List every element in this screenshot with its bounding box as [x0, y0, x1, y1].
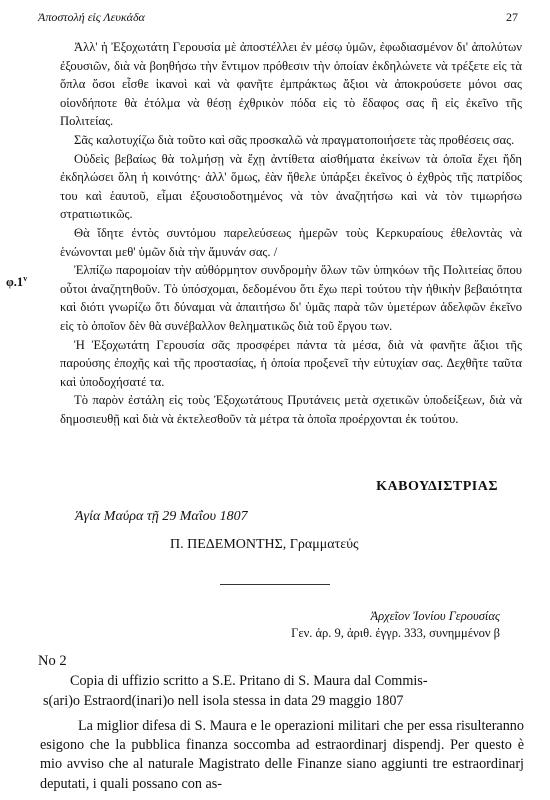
paragraph-4: Θὰ ἴδητε ἐντὸς συντόμου παρελεύσεως ἡμερῶν τοὺς Κερκυραίους ἐθελοντὰς νὰ ἑνώνονται μεθ' ὑμῶν διὰ τὴν ἄμυνάν σας. / [60, 225, 522, 259]
folio-margin-note [6, 274, 27, 290]
archive-details: Γεν. ἀρ. 9, ἀριθ. ἐγγρ. 333, συνημμένον β [291, 626, 500, 640]
document-title-line-2: s(ari)o Estraord(inari)o nell isola stessa in data 29 maggio 1807 [43, 692, 404, 709]
archive-name: Ἀρχεῖον Ἰονίου Γερουσίας [370, 609, 500, 623]
page-header [38, 10, 518, 28]
document-title-line-1: Copia di uffizio scritto a S.E. Pritano di S. Maura dal Commis- [70, 673, 428, 689]
document-number: No 2 [38, 653, 67, 669]
section-divider [220, 584, 330, 585]
italian-text [40, 717, 524, 794]
paragraph-2: Σᾶς καλοτυχίζω διὰ τοῦτο καὶ σᾶς προσκαλῶ νὰ πραγματοποιήσετε τὰς προθέσεις σας. [74, 132, 515, 147]
signature: ΚΑΒΟΥΔΙΣΤΡΙΑΣ [376, 479, 498, 494]
paragraph-6: Ἡ Ἐξοχωτάτη Γερουσία σᾶς προσφέρει πάντα τὰ μέσα, διὰ νὰ φανῆτε ἄξιοι τῆς παρούσης ἐποχῆς καὶ τῆς προστασίας, ἡ ὁποία προξενεῖ τὴν εὐτυχίαν σας. Δεχθῆτε ταῦτα καὶ ὑποδοχήσατέ τα. [60, 337, 522, 389]
archive-reference [291, 608, 500, 642]
secretary-signature: Π. ΠΕΔΕΜΟΝΤΗΣ, Γραμματεύς [170, 537, 359, 552]
paragraph-1: Ἀλλ' ἡ Ἐξοχωτάτη Γερουσία μὲ ἀποστέλλει ἐν μέσῳ ὑμῶν, ἐφωδιασμένον δι' ἀπολύτων ἐξουσιῶν, διὰ νὰ βοηθήσω τὴν ἔντιμον πρόθεσιν τὴν ὁποίαν ἐκδηλώνετε νὰ τρέξετε εἰς τὰ ὅπλα ὅσοι εἶσθε ἱκανοὶ καὶ νὰ φανῆτε ἐμπράκτως ἄξιοι νὰ ἀποκρούσετε μόνοι σας οἱονδήποτε θὰ ἐτόλμα νὰ θέσῃ ἐχθρικὸν πόδα εἰς τὸ ἔδαφος σας ἢ εἰς ἐκεῖνο τῆς Πολιτείας. [60, 40, 522, 129]
paragraph-3: Οὐδεὶς βεβαίως θὰ τολμήσῃ νὰ ἔχῃ ἀντίθετα αἰσθήματα ἐκείνων τὰ ὁποῖα ἔχει ἤδη ἐκδηλώσει ὅλη ἡ κοινότης· ἀλλ' ὅμως, ἐὰν ἤθελε ὑπάρξει ἐκεῖνος ὁ ἐχθρὸς τῆς πατρίδος του καὶ ἑαυτοῦ, εἶμαι ἐξουσιοδοτημένος νὰ τὸν ἀναζητήσω καὶ νὰ τὸν τιμωρήσω στρατιωτικῶς. [60, 151, 522, 222]
folio-verso-mark: v [23, 274, 28, 283]
folio-number: φ.1 [6, 275, 24, 290]
document-title [43, 672, 524, 711]
paragraph-5: Ἐλπίζω παρομοίαν τὴν αὐθόρμητον συνδρομὴν ὅλων τῶν ὑπηκόων τῆς Πολιτείας ὅπου οὗτοι ἀναζητηθοῦν. Τὸ ὑπόσχομαι, δεδομένου ὅτι ἔχω περὶ τούτου τὴν ἠθικὴν βεβαιότητα καὶ διότι γνωρίζω ὅτι δύναμαι νὰ ἀπαιτήσω δι' ὑμᾶς παρὰ τῶν ὑμετέρων ἀδελφῶν ἐκεῖνο εἰς τὸ ὁποῖον δὲν θὰ συνέβαλλον θεληματικῶς διὰ τοῦ ἔργου των. [60, 263, 522, 333]
paragraph-7: Τὸ παρὸν ἐστάλη εἰς τοὺς Ἐξοχωτάτους Πρυτάνεις μετὰ σχετικῶν ὑποδείξεων, διὰ νὰ δημοσιευθῇ καὶ διὰ νὰ ἐκτελεσθοῦν τὰ μέτρα τὰ ὁποῖα προέρχονται ἐκ τούτου. [60, 393, 522, 426]
greek-letter-body [60, 38, 522, 428]
italian-paragraph: La miglior difesa di S. Maura e le operazioni militari che per essa risulteranno esigono che la pubblica finanza soccomba ad estraordinarj dispendj. Per questo è mio avviso che al naturale Magistrato delle Finanze siano aggiunti tre estraordinarj deputati, i quali possano con as- [40, 718, 524, 792]
page-number: 27 [506, 10, 518, 24]
running-title: Ἀποστολή εἰς Λευκάδα [38, 10, 145, 24]
place-date: Ἁγία Μαύρα τῇ 29 Μαΐου 1807 [75, 509, 248, 524]
